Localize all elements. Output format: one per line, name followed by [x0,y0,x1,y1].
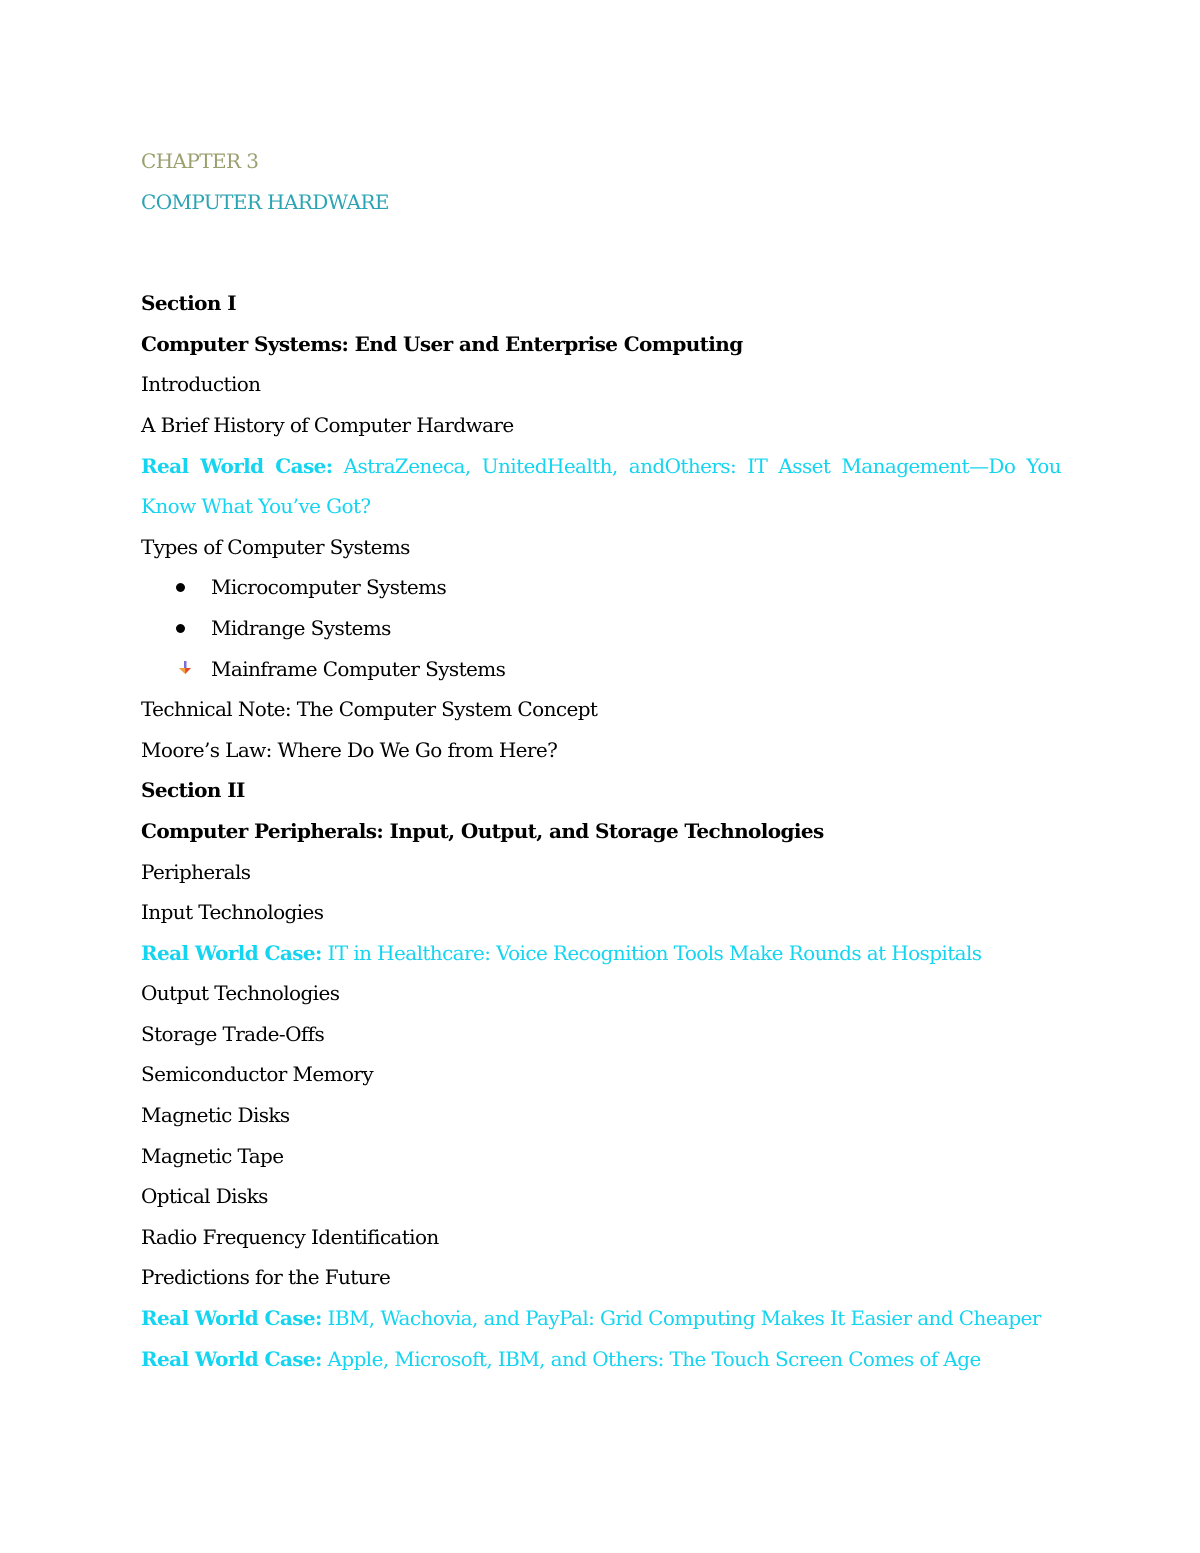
section-1-subheading: Computer Systems: End User and Enterprise Computing [141,331,743,356]
round-bullet [176,624,185,633]
toc-item-tech-note: Technical Note: The Computer System Concept [141,697,598,722]
case-label: Real World Case: [141,1306,322,1331]
document-page [141,141,1061,1379]
toc-item-predictions: Predictions for the Future [141,1265,391,1290]
case-title: IT in Healthcare: Voice Recognition Tools Make Rounds at Hospitals [327,940,982,965]
real-world-case-2 [141,933,1061,974]
toc-item-output: Output Technologies [141,981,340,1006]
case-title: IBM, Wachovia, and PayPal: Grid Computing Makes It Easier and Cheaper [327,1306,1041,1331]
chapter-title: COMPUTER HARDWARE [141,189,389,214]
case-title: AstraZeneca, UnitedHealth, andOthers: IT Asset Management—Do You Know What You’ve Got? [141,453,1061,519]
toc-item-introduction: Introduction [141,372,261,397]
case-label: Real World Case: [141,940,322,965]
toc-item-optical-disks: Optical Disks [141,1184,268,1209]
toc-item-rfid: Radio Frequency Identification [141,1224,439,1249]
toc-item-peripherals: Peripherals [141,859,251,884]
toc-item-input: Input Technologies [141,900,324,925]
bullet-item [141,608,1061,649]
toc-item-semiconductor: Semiconductor Memory [141,1062,374,1087]
round-bullet [176,583,185,592]
bullet-item [141,649,1061,690]
real-world-case-1 [141,446,1061,527]
toc-item-moore: Moore’s Law: Where Do We Go from Here? [141,737,558,762]
toc-item-storage-tradeoffs: Storage Trade-Offs [141,1021,325,1046]
toc-item-history: A Brief History of Computer Hardware [141,412,514,437]
bullet-text: Mainframe Computer Systems [211,656,506,681]
case-title: Apple, Microsoft, IBM, and Others: The Touch Screen Comes of Age [327,1346,981,1371]
bullet-item [141,567,1061,608]
real-world-case-3 [141,1298,1061,1339]
spacer [141,222,1061,283]
case-label: Real World Case: [141,453,333,478]
toc-item-magnetic-disks: Magnetic Disks [141,1103,290,1128]
arrow-bullet-icon [177,660,193,676]
real-world-case-4 [141,1339,1061,1380]
section-2-subheading: Computer Peripherals: Input, Output, and Storage Technologies [141,818,824,843]
section-1-heading: Section I [141,291,236,316]
section-2-heading: Section II [141,778,245,803]
bullet-text: Microcomputer Systems [211,575,447,600]
case-label: Real World Case: [141,1346,322,1371]
toc-item-magnetic-tape: Magnetic Tape [141,1143,284,1168]
toc-item-types: Types of Computer Systems [141,534,410,559]
chapter-label: CHAPTER 3 [141,149,259,173]
bullet-text: Midrange Systems [211,615,391,640]
